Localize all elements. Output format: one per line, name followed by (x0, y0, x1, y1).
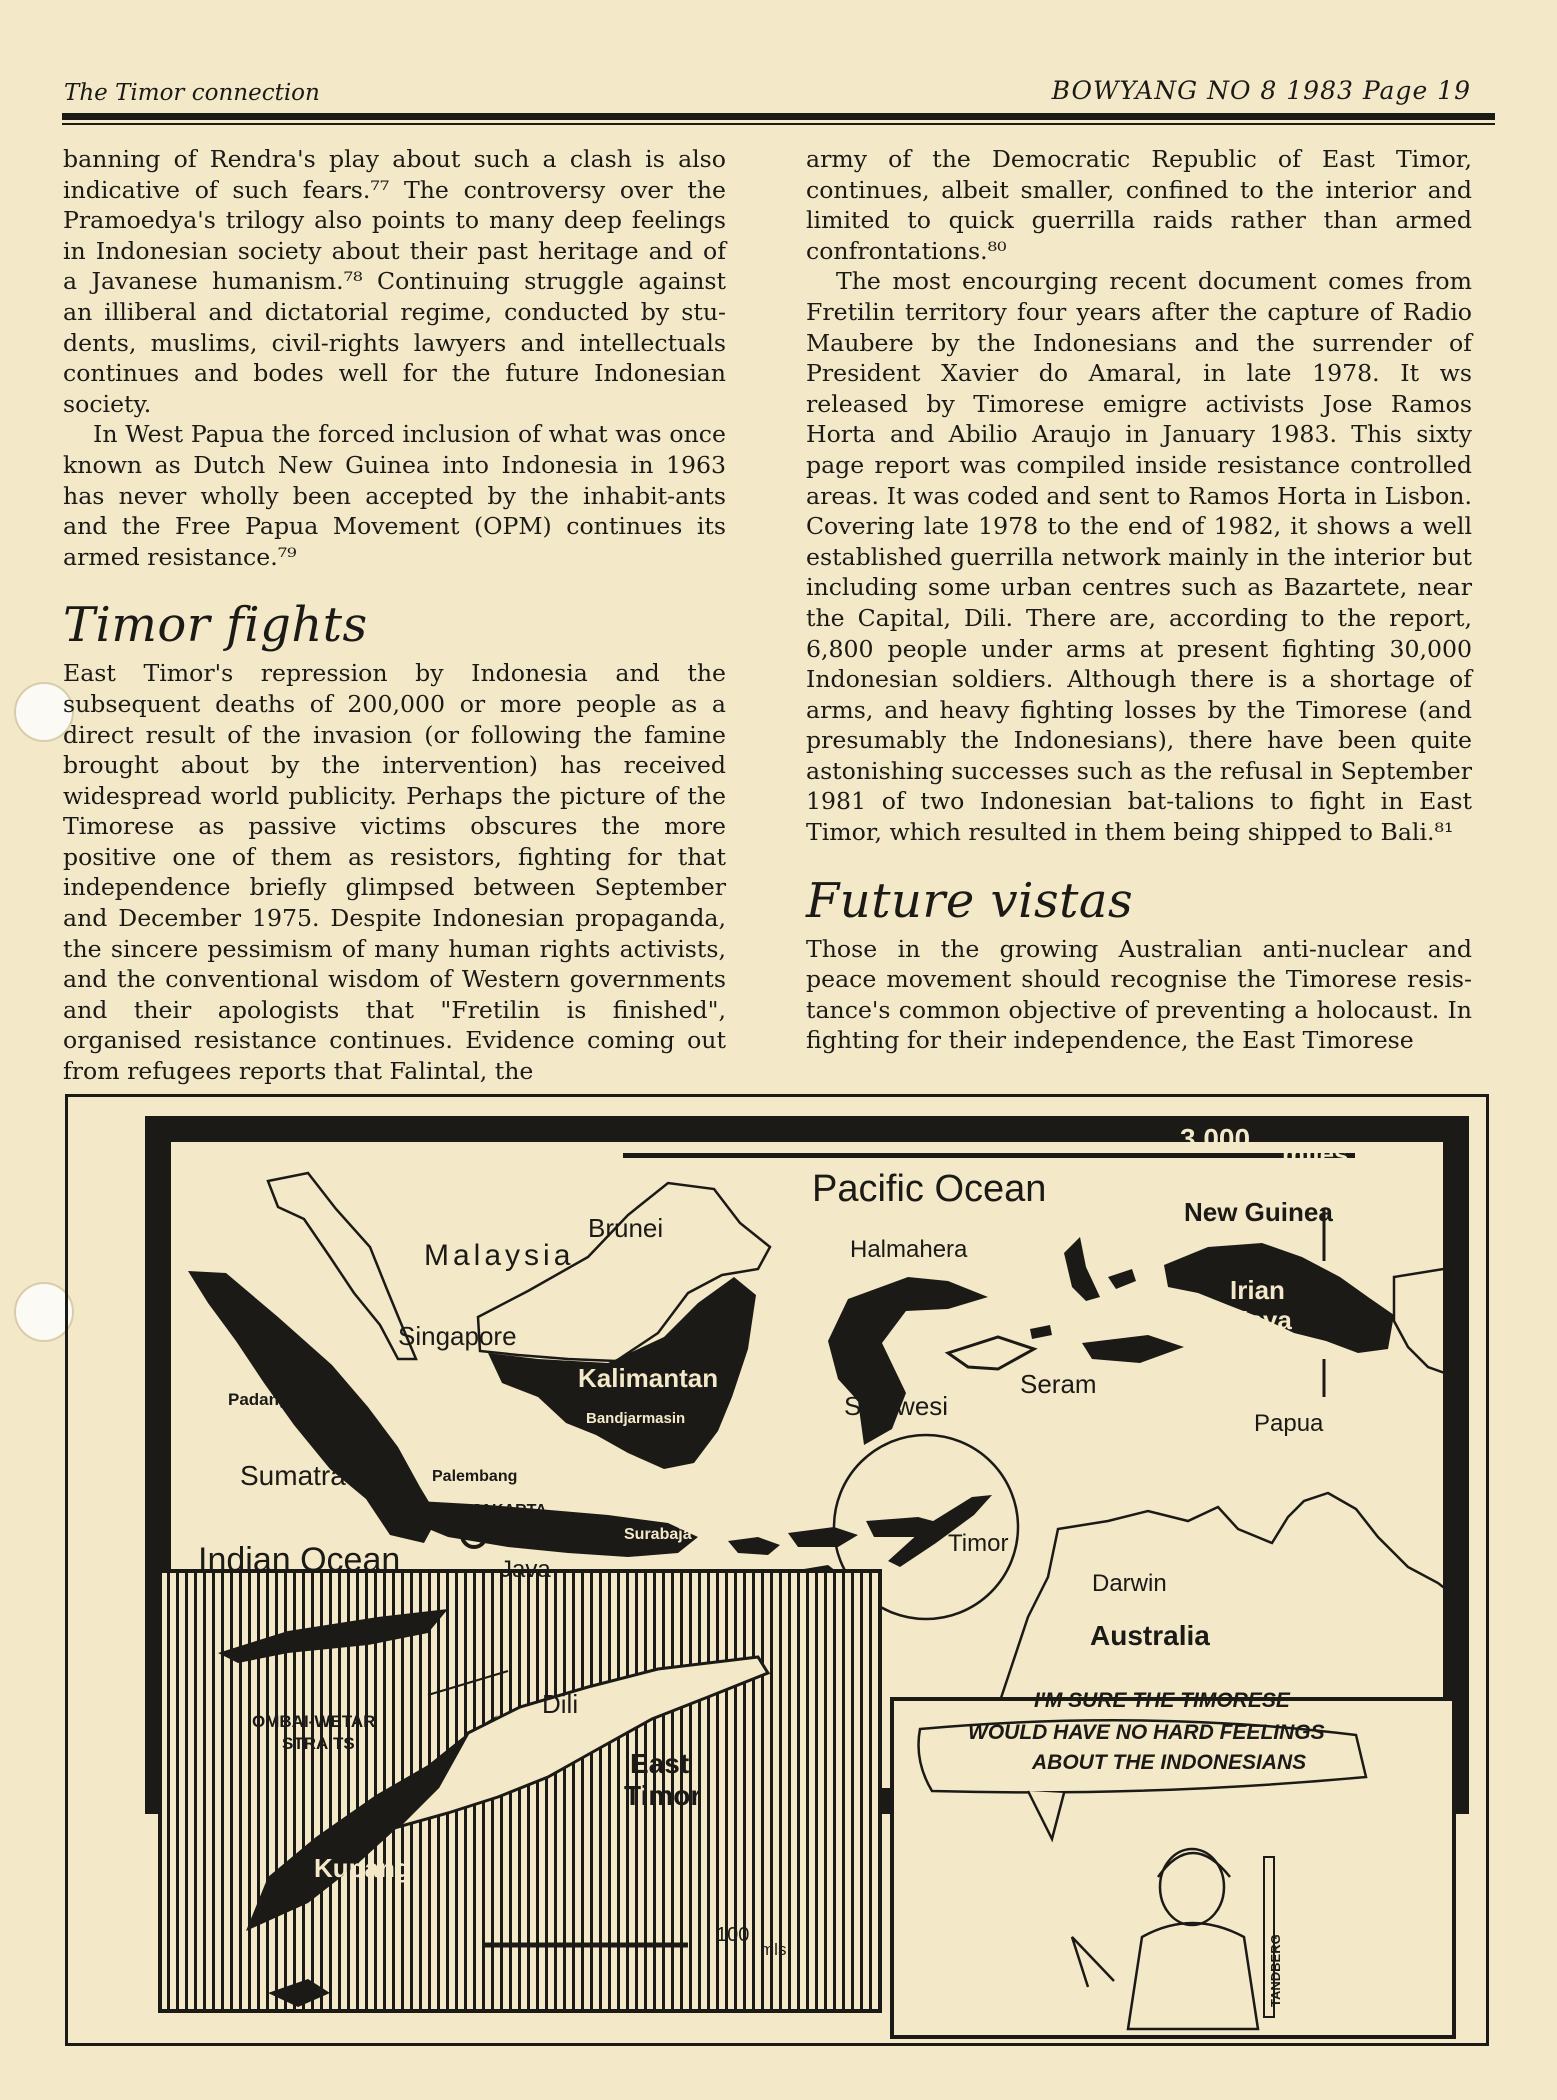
paragraph: army of the Democratic Republic of East Timor, continues, albeit smaller, confined to the interior and limited to quick guerrilla raids rather than armed confrontations.⁸⁰ (806, 145, 1472, 265)
label-java: Java (500, 1556, 551, 1583)
inset-label-straits-2: STRAITS (282, 1734, 355, 1753)
section-heading-timor-fights: Timor fights (63, 597, 368, 654)
map-svg (68, 1097, 1486, 2043)
label-seram: Seram (1020, 1369, 1097, 1399)
label-indian-ocean: Indian Ocean (198, 1541, 401, 1579)
cartoon-text-line-3: ABOUT THE INDONESIANS (1032, 1751, 1307, 1774)
inset-label-timor: Timor (624, 1780, 702, 1811)
paragraph: In West Papua the forced inclusion of what was once known as Dutch New Guinea into Indonesia in 1963 has never wholly been accepted by the inhabit-ants and the Free Papua Movement (OPM) continues its armed resistance.⁷⁹ (63, 420, 726, 571)
label-halmahera: Halmahera (850, 1236, 968, 1263)
label-darwin: Darwin (1092, 1570, 1167, 1597)
header-rule (62, 113, 1495, 120)
section-heading-future-vistas: Future vistas (806, 872, 1134, 929)
label-malaysia: Malaysia (424, 1239, 575, 1272)
paragraph: The most encourging recent document comes from Fretilin territory four years after the capture of Radio Maubere by the Indonesians and the surrender of President Xavier do Amaral, in late 1978. It ws released by Timorese emigre activists Jose Ramos Horta and Abilio Araujo in January 1983. This sixty page report was compiled inside resistance controlled areas. It was coded and sent to Ramos Horta in Lisbon. Covering late 1978 to the end of 1982, it shows a well established guerrilla network mainly in the interior but including some urban centres such as Bazartete, near the Capital, Dili. There are, according to the report, 6,800 people under arms at present fighting 30,000 Indonesian soldiers. Although there is a shortage of arms, and heavy fighting losses by the Timorese (and presumably the Indonesians), there have been quite astonishing successes such as the refusal in September 1981 of two Indonesian bat-talions to fight in East Timor, which resulted in them being shipped to Bali.⁸¹ (806, 267, 1472, 847)
label-surabaja: Surabaja (624, 1526, 692, 1543)
label-bandjarmasin: Bandjarmasin (586, 1410, 686, 1427)
label-padang: Padang (228, 1390, 290, 1409)
header-rule-thin (62, 123, 1495, 125)
scale-value: 3,000 (1180, 1123, 1251, 1154)
inset-label-dili: Dili (542, 1689, 579, 1719)
inset-label-kupang: Kupang (314, 1853, 411, 1883)
label-djakarta: DJAKARTA (460, 1502, 547, 1519)
left-column (63, 144, 726, 1087)
paragraph: East Timor's repression by Indonesia and the subsequent deaths of 200,000 or more people as a direct result of the invasion (or following the famine brought about by the intervention) has received widespread world publicity. Perhaps the picture of the Timorese as passive victims obscures the more positive one of them as resistors, fighting for that independence briefly glimpsed between September and December 1975. Despite Indonesian propaganda, the sincere pessimism of many human rights activists, and the conventional wisdom of Western governments and their apologists that "Fretilin is finished", organised resistance continues. Evidence coming out from refugees reports that Falintal, the (63, 659, 726, 1086)
cartoon-signature: TANDBERG (1268, 1934, 1283, 2007)
inset-scale-unit: mls (760, 1940, 787, 1959)
map-figure (65, 1094, 1489, 2046)
paragraph: Those in the growing Australian anti-nuclear and peace movement should recognise the Timorese resis-tance's common objective of preventing a holocaust. In fighting for their independence, the East Timorese (806, 934, 1472, 1055)
label-palembang: Palembang (432, 1468, 518, 1485)
label-sumatra: Sumatra (240, 1460, 346, 1491)
scale-unit: miles (1282, 1139, 1349, 1169)
label-papua: Papua (1254, 1410, 1324, 1437)
label-kalimantan: Kalimantan (578, 1363, 719, 1393)
cartoon-text-line-2: WOULD HAVE NO HARD FEELINGS (968, 1721, 1325, 1744)
label-new-guinea: New Guinea (1184, 1197, 1333, 1227)
inset-label-straits-1: OMBAI-WETAR (252, 1712, 376, 1731)
label-australia: Australia (1090, 1620, 1210, 1651)
inset-label-east: East (630, 1748, 690, 1779)
issue-page-info: BOWYANG NO 8 1983 Page 19 (1051, 76, 1471, 105)
right-column (806, 144, 1472, 1056)
label-jaya: Jaya (1234, 1305, 1292, 1335)
label-singapore: Singapore (398, 1321, 517, 1351)
inset-scale-value: 100 (716, 1924, 750, 1946)
label-sulawesi: Sulawesi (844, 1391, 949, 1421)
label-irian: Irian (1230, 1275, 1285, 1305)
label-timor: Timor (948, 1530, 1009, 1557)
cartoon-text-line-1: I'M SURE THE TIMORESE (1034, 1689, 1290, 1712)
paragraph: banning of Rendra's play about such a clash is also indicative of such fears.⁷⁷ The controversy over the Pramoedya's trilogy also points to many deep feelings in Indonesian society about their past heritage and of a Javanese humanism.⁷⁸ Continuing struggle against an illiberal and dictatorial regime, conducted by stu-dents, muslims, civil-rights lawyers and intellectuals continues and bodes well for the future Indonesian society. (63, 145, 726, 418)
label-pacific-ocean: Pacific Ocean (812, 1168, 1047, 1210)
label-brunei: Brunei (588, 1213, 664, 1243)
running-title: The Timor connection (64, 80, 320, 106)
